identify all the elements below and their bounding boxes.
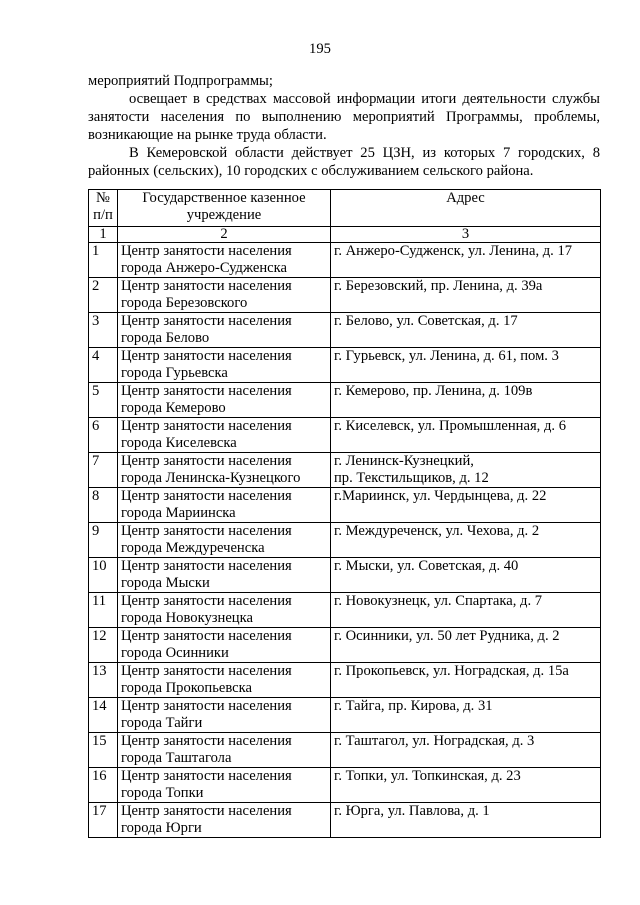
table-row	[89, 278, 601, 313]
institution-name: Центр занятости населения города Таштагола	[118, 733, 331, 768]
header-number: № п/п	[89, 190, 118, 227]
row-number: 3	[89, 313, 118, 348]
column-number: 1	[89, 227, 118, 243]
institution-address: г.Мариинск, ул. Чердынцева, д. 22	[331, 488, 601, 523]
column-numbers-row	[89, 227, 601, 243]
address-line: пр. Текстильщиков, д. 12	[334, 470, 489, 486]
row-number: 14	[89, 698, 118, 733]
institution-name: Центр занятости населения города Тайги	[118, 698, 331, 733]
page-number: 195	[309, 41, 331, 57]
institution-address: г. Мыски, ул. Советская, д. 40	[331, 558, 601, 593]
table-row	[89, 313, 601, 348]
institution-address: г. Юрга, ул. Павлова, д. 1	[331, 803, 601, 838]
row-number: 11	[89, 593, 118, 628]
paragraph: В Кемеровской области действует 25 ЦЗН, из которых 7 городских, 8 районных (сельских), 10 городских с обслуживанием сельского района.	[88, 145, 600, 179]
institution-address: г. Осинники, ул. 50 лет Рудника, д. 2	[331, 628, 601, 663]
institution-address: г. Прокопьевск, ул. Ноградская, д. 15а	[331, 663, 601, 698]
institution-name: Центр занятости населения города Кемерово	[118, 383, 331, 418]
header-address: Адрес	[331, 190, 601, 227]
paragraph: освещает в средствах массовой информации итоги деятельности службы занятости населения по выполнению мероприятий Программы, проблемы, возникающие на рынке труда области.	[88, 91, 600, 143]
institution-address: г. Новокузнецк, ул. Спартака, д. 7	[331, 593, 601, 628]
institution-address: г. Анжеро-Судженск, ул. Ленина, д. 17	[331, 243, 601, 278]
body-text	[88, 72, 600, 180]
table-row	[89, 488, 601, 523]
institution-name: Центр занятости населения города Мариинска	[118, 488, 331, 523]
row-number: 15	[89, 733, 118, 768]
employment-centers-table	[88, 189, 601, 838]
table-row	[89, 453, 601, 488]
institution-name: Центр занятости населения города Белово	[118, 313, 331, 348]
institution-address: г. Киселевск, ул. Промышленная, д. 6	[331, 418, 601, 453]
table-row	[89, 593, 601, 628]
column-number: 3	[331, 227, 601, 243]
table-row	[89, 768, 601, 803]
institution-name: Центр занятости населения города Междуреченска	[118, 523, 331, 558]
row-number: 8	[89, 488, 118, 523]
institution-address: г. Кемерово, пр. Ленина, д. 109в	[331, 383, 601, 418]
table-row	[89, 243, 601, 278]
institution-name: Центр занятости населения города Осинники	[118, 628, 331, 663]
row-number: 5	[89, 383, 118, 418]
table-row	[89, 733, 601, 768]
table-row	[89, 803, 601, 838]
institution-name: Центр занятости населения города Юрги	[118, 803, 331, 838]
institution-name: Центр занятости населения города Киселевска	[118, 418, 331, 453]
row-number: 17	[89, 803, 118, 838]
institution-name: Центр занятости населения города Гурьевска	[118, 348, 331, 383]
institution-address	[331, 453, 601, 488]
row-number: 1	[89, 243, 118, 278]
paragraph: мероприятий Подпрограммы;	[88, 73, 273, 89]
row-number: 16	[89, 768, 118, 803]
column-number: 2	[118, 227, 331, 243]
row-number: 6	[89, 418, 118, 453]
address-line: г. Ленинск-Кузнецкий,	[334, 453, 474, 469]
row-number: 13	[89, 663, 118, 698]
row-number: 2	[89, 278, 118, 313]
institution-name: Центр занятости населения города Новокузнецка	[118, 593, 331, 628]
institution-name: Центр занятости населения города Топки	[118, 768, 331, 803]
table-row	[89, 558, 601, 593]
table-header-row	[89, 190, 601, 227]
institution-address: г. Таштагол, ул. Ноградская, д. 3	[331, 733, 601, 768]
row-number: 7	[89, 453, 118, 488]
table-row	[89, 418, 601, 453]
row-number: 4	[89, 348, 118, 383]
row-number: 10	[89, 558, 118, 593]
row-number: 12	[89, 628, 118, 663]
institution-address: г. Гурьевск, ул. Ленина, д. 61, пом. 3	[331, 348, 601, 383]
institution-name: Центр занятости населения города Мыски	[118, 558, 331, 593]
row-number: 9	[89, 523, 118, 558]
institution-name: Центр занятости населения города Березовского	[118, 278, 331, 313]
table-row	[89, 383, 601, 418]
institution-address: г. Тайга, пр. Кирова, д. 31	[331, 698, 601, 733]
institution-name: Центр занятости населения города Анжеро-Судженска	[118, 243, 331, 278]
institution-address: г. Березовский, пр. Ленина, д. 39а	[331, 278, 601, 313]
institution-address: г. Белово, ул. Советская, д. 17	[331, 313, 601, 348]
table-row	[89, 663, 601, 698]
institution-name: Центр занятости населения города Прокопьевска	[118, 663, 331, 698]
table-row	[89, 523, 601, 558]
header-institution: Государственное казенное учреждение	[118, 190, 331, 227]
institution-address: г. Топки, ул. Топкинская, д. 23	[331, 768, 601, 803]
table-row	[89, 628, 601, 663]
institution-name: Центр занятости населения города Ленинска-Кузнецкого	[118, 453, 331, 488]
institution-address: г. Междуреченск, ул. Чехова, д. 2	[331, 523, 601, 558]
table-row	[89, 698, 601, 733]
table-row	[89, 348, 601, 383]
